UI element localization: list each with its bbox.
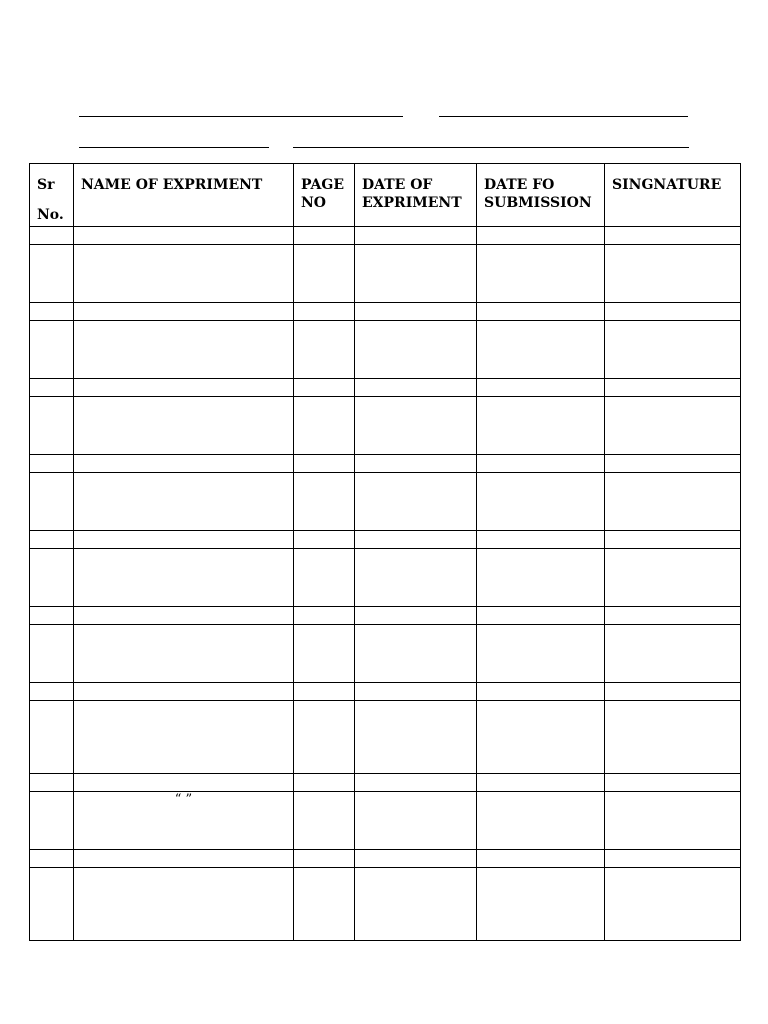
table-row bbox=[30, 227, 741, 245]
header-sr-label: Sr bbox=[37, 177, 55, 193]
table-row bbox=[30, 245, 741, 303]
blank-line-name bbox=[293, 147, 689, 148]
header-signature: SINGNATURE bbox=[605, 164, 741, 227]
table-row bbox=[30, 850, 741, 868]
header-sr-no bbox=[30, 164, 74, 227]
table-row bbox=[30, 774, 741, 792]
table-row bbox=[30, 868, 741, 941]
header-date-of-submission: DATE FO SUBMISSION bbox=[477, 164, 605, 227]
table-row bbox=[30, 379, 741, 397]
table-row bbox=[30, 549, 741, 607]
table-row bbox=[30, 455, 741, 473]
table-row bbox=[30, 701, 741, 774]
header-page-no: PAGE NO bbox=[294, 164, 355, 227]
table-row bbox=[30, 792, 741, 850]
header-date-of-experiment: DATE OF EXPRIMENT bbox=[355, 164, 477, 227]
table-row bbox=[30, 397, 741, 455]
blank-line-roll bbox=[79, 147, 269, 148]
table-row bbox=[30, 683, 741, 701]
table-row bbox=[30, 531, 741, 549]
blank-line-subject bbox=[79, 116, 403, 117]
table-row bbox=[30, 473, 741, 531]
experiment-index-table bbox=[29, 163, 741, 941]
header-no-label: No. bbox=[37, 207, 64, 223]
table-row bbox=[30, 321, 741, 379]
table-header-row bbox=[30, 164, 741, 227]
table-row bbox=[30, 625, 741, 683]
blank-line-class bbox=[439, 116, 688, 117]
table-row bbox=[30, 607, 741, 625]
quote-marks: “ ” bbox=[74, 792, 294, 850]
table-row bbox=[30, 303, 741, 321]
header-experiment-name: NAME OF EXPRIMENT bbox=[74, 164, 294, 227]
